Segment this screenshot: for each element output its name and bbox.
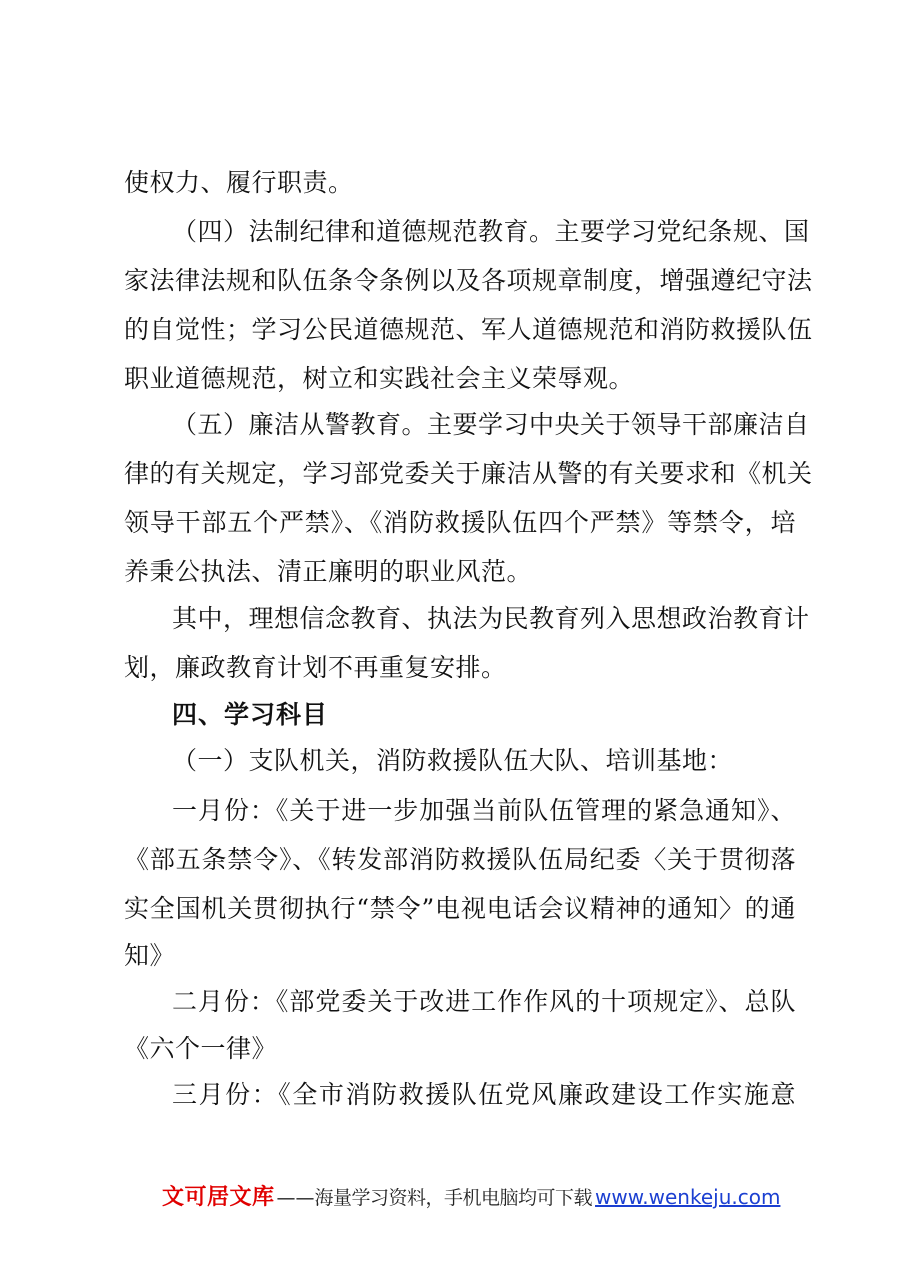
page-footer [162, 1180, 780, 1212]
paragraph-line: 三月份：《全市消防救援队伍党风廉政建设工作实施意 [172, 1080, 796, 1109]
paragraph-line: 划，廉政教育计划不再重复安排。 [124, 653, 507, 682]
paragraph-line: 实全国机关贯彻执行“禁令”电视电话会议精神的通知〉的通 [124, 894, 796, 923]
paragraph-line: 律的有关规定，学习部党委关于廉洁从警的有关要求和《机关 [124, 459, 813, 488]
paragraph-line: 职业道德规范，树立和实践社会主义荣辱观。 [124, 364, 635, 393]
paragraph-line: 家法律法规和队伍条令条例以及各项规章制度，增强遵纪守法 [124, 266, 813, 295]
footer-separator: —— [276, 1187, 315, 1209]
paragraph-line: （五）廉洁从警教育。主要学习中央关于领导干部廉洁自 [172, 410, 810, 439]
footer-website-link[interactable]: www.wenkeju.com [595, 1185, 781, 1209]
paragraph-line: 的自觉性；学习公民道德规范、军人道德规范和消防救援队伍 [124, 315, 813, 344]
footer-brand: 文可居文库 [162, 1185, 275, 1210]
section-heading: 四、学习科目 [172, 700, 329, 729]
paragraph-line: 一月份：《关于进一步加强当前队伍管理的紧急通知》、 [172, 796, 796, 825]
paragraph-line: 使权力、履行职责。 [124, 168, 354, 197]
paragraph-line: （四）法制纪律和道德规范教育。主要学习党纪条规、国 [172, 217, 810, 246]
footer-description: 海量学习资料，手机电脑均可下载 [314, 1187, 593, 1209]
paragraph-line: 其中，理想信念教育、执法为民教育列入思想政治教育计 [172, 604, 810, 633]
paragraph-line: 知》 [124, 941, 176, 970]
paragraph-line: 《六个一律》 [124, 1034, 278, 1063]
paragraph-line: 领导干部五个严禁》、《消防救援队伍四个严禁》等禁令，培 [124, 508, 796, 537]
paragraph-line: （一）支队机关，消防救援队伍大队、培训基地： [172, 746, 734, 775]
paragraph-line: 二月份：《部党委关于改进工作作风的十项规定》、总队 [172, 987, 796, 1016]
paragraph-line: 养秉公执法、清正廉明的职业风范。 [124, 557, 533, 586]
paragraph-line: 《部五条禁令》、《转发部消防救援队伍局纪委〈关于贯彻落 [124, 845, 796, 874]
